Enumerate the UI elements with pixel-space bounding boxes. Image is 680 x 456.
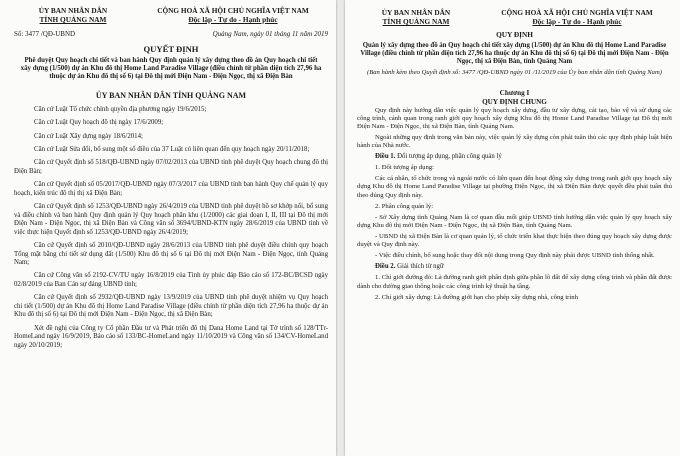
- motto: Độc lập - Tự do - Hạnh phúc: [532, 17, 622, 26]
- issuer-heading: ỦY BAN NHÂN DÂN TỈNH QUẢNG NAM: [95, 90, 247, 100]
- item-paragraph: Các cá nhân, tổ chức trong và ngoài nước có liên quan đến hoạt động xây dựng trong ranh giới quy hoạch xây dựng Khu đô thị Home Land Paradise Village tại phường Điện Ngọc, thị xã Điện Bàn được quyết đều phải tuân thủ theo đúng Quy định này.: [357, 175, 672, 199]
- legal-basis-paragraph: Căn cứ Quyết định số 2932/QĐ-UBND ngày 13/9/2019 của UBND tỉnh phê duyệt nhiệm vụ Quy hoạch chi tiết (1/500) dự án Khu đô thị Home Land Paradise Village (điều chỉnh từ phần diện tích 27,96 ha thuộc dự án Khu đô thị số 6) tại Đô thị mới Điện Nam - Điện Ngọc, thị xã Điện Bàn;: [14, 294, 328, 319]
- item-point: - Việc điều chỉnh, bổ sung hoặc thay đổi nội dung trong Quy định này phải được UBND tỉnh thống nhất.: [375, 252, 655, 260]
- document-meta: [14, 30, 328, 38]
- item-point: - UBND thị xã Điện Bàn là cơ quan quản lý, tổ chức triển khai thực hiện theo đúng quy hoạch xây dựng được duyệt và Quy định này.: [357, 232, 672, 249]
- intro-paragraph: Ngoài những quy định trong văn bản này, việc quản lý xây dựng còn phải tuân thủ các quy định pháp luật hiện hành của Nhà nước.: [357, 133, 672, 149]
- intro-paragraph: Quy định này hướng dẫn việc quản lý quy hoạch xây dựng, đầu tư xây dựng, cải tạo, bảo vệ và sử dụng các công trình, cảnh quan trong ranh giới quy hoạch xây dựng Khu đô thị Home Land Paradise Village tại Đô thị mới Điện Nam - Điện Ngọc, thị xã Điện Bàn, tỉnh Quảng Nam.: [357, 106, 672, 130]
- motto: Độc lập - Tự do - Hạnh phúc: [188, 15, 278, 24]
- chapter-number: Chương I: [499, 88, 530, 97]
- national-motto: [138, 6, 328, 24]
- legal-basis-paragraph: Căn cứ Quyết định số 518/QĐ-UBND ngày 07/02/2013 của UBND tỉnh phê duyệt Quy hoạch chung đô thị Điện Bàn;: [14, 159, 328, 175]
- article-1-heading: [357, 153, 672, 161]
- article-2-heading: [357, 263, 672, 271]
- article-label: Điều 1.: [375, 153, 396, 161]
- regulation-title: QUY ĐỊNH: [496, 30, 533, 39]
- item-heading: 1. Đối tượng áp dụng:: [375, 164, 434, 172]
- item-heading: 2. Phân công quản lý:: [375, 202, 434, 210]
- legal-basis-paragraph: Căn cứ Quyết định số 05/2017/QĐ-UBND ngày 07/3/2017 của UBND tỉnh ban hành Quy chế quản lý quy hoạch, kiến trúc đô thị thị xã Điện Bàn;: [14, 181, 328, 197]
- chapter-heading: [357, 89, 672, 107]
- right-document-page: [345, 0, 680, 456]
- document-header: [14, 6, 328, 24]
- legal-basis-paragraph: Căn cứ Quyết định số 2010/QĐ-UBND ngày 28/6/2013 của UBND tỉnh phê duyệt điều chỉnh quy hoạch Tổng mặt bằng chi tiết sử dụng đất (1/500) Khu đô thị số 6 tại Đô thị mới Điện Nam - Điện Ngọc, tỉnh Quảng Nam;: [14, 242, 328, 266]
- item-point: - Sở Xây dựng tỉnh Quảng Nam là cơ quan đầu mối giúp UBND tỉnh hướng dẫn việc quản lý quy hoạch xây dựng Khu đô thị mới Điện Nam - Điện Ngọc, thị xã Điện Bàn, tỉnh Quảng Nam.: [357, 213, 672, 229]
- item-point: 2. Chỉ giới xây dựng: Là đường giới hạn cho phép xây dựng nhà, công trình: [375, 293, 578, 301]
- left-document-page: [0, 0, 336, 456]
- regulation-subtitle: Quản lý xây dựng theo đồ án Quy hoạch chi tiết xây dựng (1/500) dự án Khu đô thị Home Land Paradise Village (điều chỉnh từ phần diện tích 27,96 ha thuộc dự án Khu đô thị số 6) tại Đô thị mới Điện Nam - Điện Ngọc, thị xã Điện Bàn, tỉnh Quảng Nam: [360, 42, 669, 66]
- nation-name: CỘNG HOÀ XÃ HỘI CHỦ NGHĨA VIỆT NAM: [501, 8, 653, 17]
- authority-line-2: TỈNH QUẢNG NAM: [382, 17, 450, 26]
- article-label: Điều 2.: [375, 263, 396, 271]
- issuance-note: (Ban hành kèm theo Quyết định số: 3477 /QĐ-UBND ngày 01 /11/2019 của Ủy ban nhân dân tỉnh Quảng Nam): [367, 68, 662, 76]
- document-header: [357, 8, 672, 26]
- authority-line-2: TỈNH QUẢNG NAM: [39, 15, 107, 24]
- article-title: Đối tượng áp dụng, phân công quản lý: [397, 153, 502, 161]
- legal-basis-paragraph: Xét đề nghị của Công ty Cổ phần Đầu tư và Phát triển đô thị Dana Home Land tại Tờ trình số 128/TTr-HomeLand ngày 16/9/2019, Báo cáo số 133/BC-HomeLand ngày 11/10/2019 và Công văn số 134/CV-HomeLand ngày 20/10/2019;: [14, 324, 328, 349]
- document-date: Quảng Nam, ngày 01 tháng 11 năm 2019: [212, 30, 328, 38]
- document-number: Số: 3477 /QĐ-UBND: [14, 30, 76, 38]
- issuing-authority: [14, 6, 132, 24]
- article-title: Giải thích từ ngữ: [397, 263, 444, 271]
- item-point: 1. Chỉ giới đường đỏ: Là đường ranh giới phân định giữa phần lô đất để xây dựng công trình và phần đất được dành cho đường giao thông hoặc các công trình kỹ thuật hạ tầng.: [357, 274, 672, 290]
- legal-basis-paragraph: Căn cứ Luật Xây dựng ngày 18/6/2014;: [34, 132, 143, 140]
- chapter-title: QUY ĐỊNH CHUNG: [482, 97, 547, 106]
- legal-basis-paragraph: Căn cứ Công văn số 2192-CV/TU ngày 16/8/2019 của Tỉnh ủy phúc đáp Báo cáo số 172-BC/BCSD ngày 02/8/2019 của Ban Cán sự đảng UBND tỉnh;: [14, 272, 328, 288]
- authority-line-1: ỦY BAN NHÂN DÂN: [381, 8, 451, 17]
- legal-basis-paragraph: Căn cứ Luật Quy hoạch đô thị ngày 17/6/2009;: [34, 119, 164, 127]
- legal-basis-paragraph: Căn cứ Luật Sửa đổi, bổ sung một số điều của 37 Luật có liên quan đến quy hoạch ngày 20/11/2018;: [34, 145, 310, 153]
- nation-name: CỘNG HOÀ XÃ HỘI CHỦ NGHĨA VIỆT NAM: [157, 6, 309, 15]
- issuing-authority: [357, 8, 475, 26]
- legal-basis-paragraph: Căn cứ Quyết định số 1253/QĐ-UBND ngày 26/4/2019 của UBND tỉnh phê duyệt hồ sơ khớp nối, bổ sung và điều chỉnh và ban hành Quy định quản lý Quy hoạch phân khu (1/2000) các giai đoạn I, II, III tại Đô thị mới Điện Nam - Điện Ngọc, thị xã Điện Bàn và Công văn số 3694/UBND-KTN ngày 28/6/2019 của UBND tỉnh về việc thực hiện Quyết định số 1253/QĐ-UBND ngày 26/4/2019;: [14, 203, 328, 236]
- document-title: QUYẾT ĐỊNH: [143, 44, 199, 54]
- legal-basis-paragraph: Căn cứ Luật Tổ chức chính quyền địa phương ngày 19/6/2015;: [34, 105, 207, 113]
- national-motto: [482, 8, 672, 26]
- authority-line-1: ỦY BAN NHÂN DÂN: [38, 6, 108, 15]
- document-subtitle: Phê duyệt Quy hoạch chi tiết và ban hành Quy định quản lý xây dựng theo đồ án Quy hoạch chi tiết xây dựng (1/500) dự án Khu đô thị Home Land Paradise Village (điều chỉnh từ phần diện tích 27,96 ha thuộc dự án Khu đô thị số 6) tại Đô thị mới Điện Nam - Điện Ngọc, thị xã Điện Bàn: [20, 57, 322, 81]
